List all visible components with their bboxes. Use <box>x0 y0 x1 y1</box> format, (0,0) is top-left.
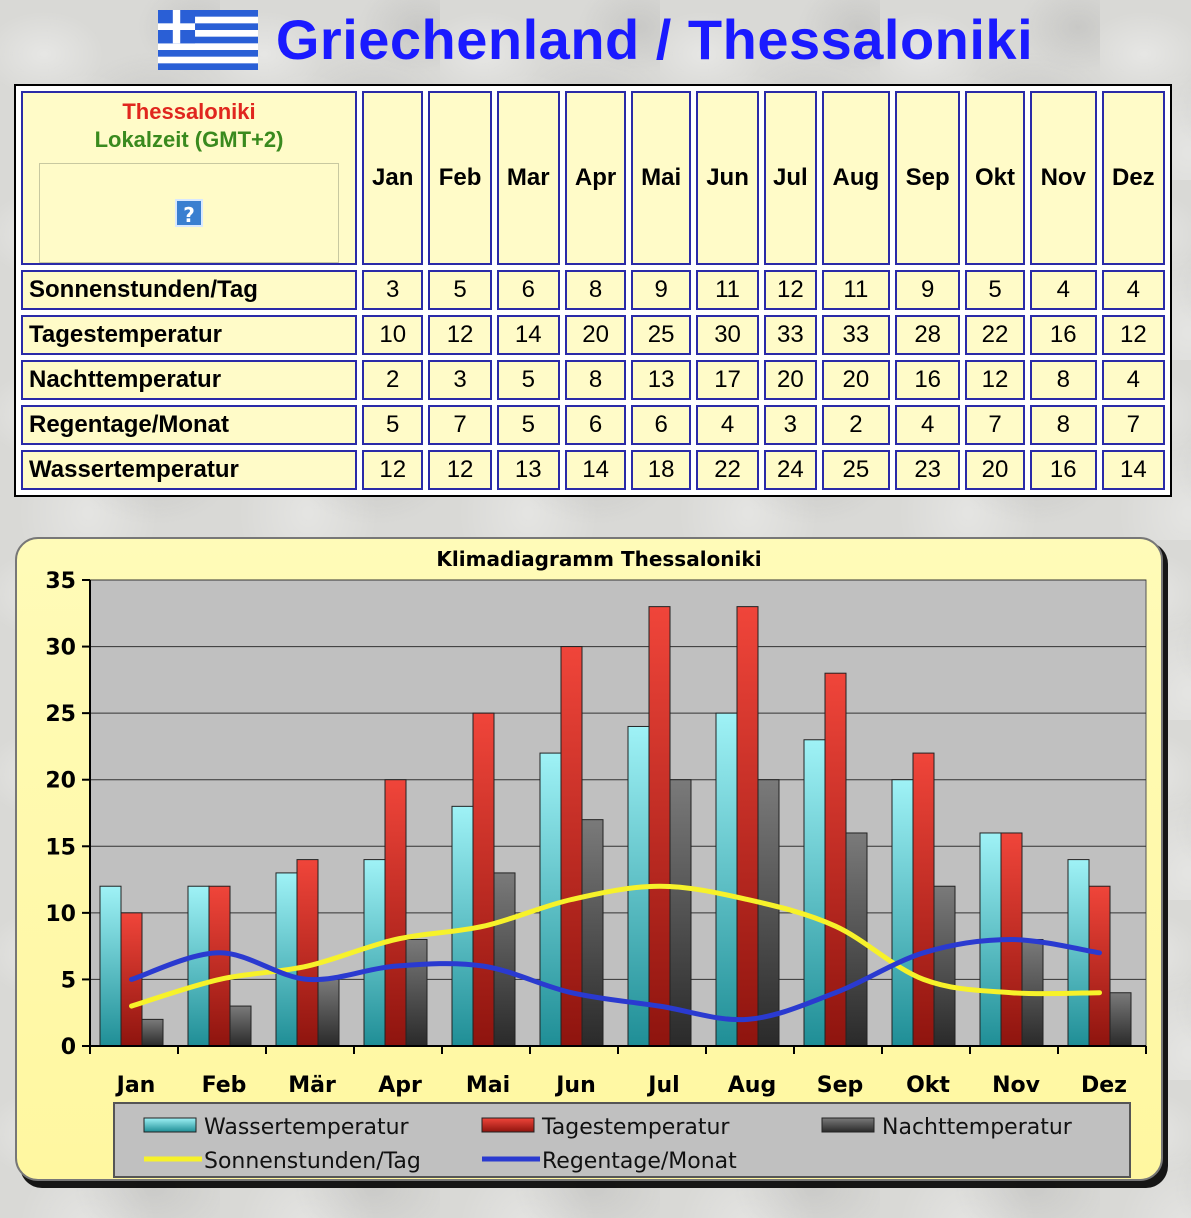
month-header: Mai <box>631 91 691 265</box>
table-row <box>21 360 1165 400</box>
x-tick-label: Sep <box>816 1073 864 1098</box>
x-tick-label: Apr <box>378 1073 422 1098</box>
x-tick-label: Aug <box>727 1073 777 1098</box>
table-cell: 22 <box>696 450 759 490</box>
y-tick-label: 20 <box>45 768 76 794</box>
chart-title: Klimadiagramm Thessaloniki <box>436 547 762 571</box>
month-header: Jul <box>764 91 816 265</box>
y-tick-label: 25 <box>45 702 76 728</box>
question-mark-icon[interactable]: ? <box>175 199 203 227</box>
table-cell: 20 <box>764 360 816 400</box>
row-label: Sonnenstunden/Tag <box>21 270 357 310</box>
legend-label: Sonnenstunden/Tag <box>204 1149 421 1174</box>
table-cell: 33 <box>822 315 891 355</box>
legend-swatch <box>482 1118 534 1132</box>
table-cell: 25 <box>822 450 891 490</box>
bar-tagestemperatur <box>473 713 494 1046</box>
month-header: Feb <box>428 91 491 265</box>
table-cell: 20 <box>965 450 1025 490</box>
month-header: Nov <box>1030 91 1097 265</box>
y-tick-label: 30 <box>45 635 76 661</box>
local-time-label: Lokalzeit (GMT+2) <box>94 127 284 152</box>
legend-label: Tagestemperatur <box>542 1115 730 1140</box>
table-cell: 10 <box>362 315 423 355</box>
table-cell: 12 <box>362 450 423 490</box>
climate-chart <box>14 536 1174 1196</box>
x-tick-label: Mär <box>288 1073 336 1098</box>
chart-svg <box>14 536 1174 1196</box>
table-cell: 9 <box>631 270 691 310</box>
table-cell: 12 <box>764 270 816 310</box>
table-cell: 16 <box>1030 315 1097 355</box>
table-cell: 17 <box>696 360 759 400</box>
month-header: Okt <box>965 91 1025 265</box>
bar-nachttemperatur <box>318 979 339 1046</box>
table-cell: 24 <box>764 450 816 490</box>
table-cell: 20 <box>565 315 626 355</box>
table-cell: 18 <box>631 450 691 490</box>
bar-tagestemperatur <box>1089 886 1110 1046</box>
row-label: Tagestemperatur <box>21 315 357 355</box>
x-tick-label: Nov <box>992 1073 1040 1098</box>
bar-wassertemperatur <box>188 886 209 1046</box>
table-cell: 3 <box>362 270 423 310</box>
bar-tagestemperatur <box>649 607 670 1046</box>
table-row <box>21 270 1165 310</box>
y-tick-label: 10 <box>45 901 76 927</box>
page-header <box>0 0 1191 80</box>
month-header: Mar <box>497 91 560 265</box>
table-cell: 11 <box>822 270 891 310</box>
table-row <box>21 450 1165 490</box>
table-cell: 12 <box>1102 315 1165 355</box>
month-header: Sep <box>895 91 960 265</box>
x-tick-label: Jan <box>116 1073 156 1098</box>
x-tick-label: Mai <box>465 1073 511 1098</box>
bar-wassertemperatur <box>1068 860 1089 1046</box>
table-cell: 4 <box>696 405 759 445</box>
bar-wassertemperatur <box>540 753 561 1046</box>
table-cell: 12 <box>965 360 1025 400</box>
table-cell: 13 <box>631 360 691 400</box>
table-cell: 8 <box>565 360 626 400</box>
legend-swatch <box>822 1118 874 1132</box>
table-cell: 4 <box>1102 360 1165 400</box>
month-header: Jan <box>362 91 423 265</box>
table-cell: 14 <box>565 450 626 490</box>
table-cell: 8 <box>1030 405 1097 445</box>
table-cell: 6 <box>631 405 691 445</box>
table-cell: 7 <box>965 405 1025 445</box>
bar-tagestemperatur <box>209 886 230 1046</box>
bar-tagestemperatur <box>561 647 582 1046</box>
table-cell: 4 <box>895 405 960 445</box>
table-cell: 4 <box>1030 270 1097 310</box>
y-tick-label: 5 <box>60 968 76 994</box>
table-cell: 9 <box>895 270 960 310</box>
row-label: Regentage/Monat <box>21 405 357 445</box>
x-tick-label: Okt <box>906 1073 950 1098</box>
month-header: Apr <box>565 91 626 265</box>
bar-nachttemperatur <box>582 820 603 1046</box>
bar-nachttemperatur <box>758 780 779 1046</box>
month-header: Dez <box>1102 91 1165 265</box>
x-tick-label: Jun <box>556 1073 596 1098</box>
table-cell: 3 <box>428 360 491 400</box>
bar-wassertemperatur <box>892 780 913 1046</box>
bar-nachttemperatur <box>230 1006 251 1046</box>
table-cell: 8 <box>1030 360 1097 400</box>
table-cell: 28 <box>895 315 960 355</box>
y-tick-label: 0 <box>60 1035 76 1060</box>
clock-widget <box>39 163 339 263</box>
bar-wassertemperatur <box>452 806 473 1046</box>
table-cell: 2 <box>822 405 891 445</box>
x-tick-label: Dez <box>1081 1073 1127 1098</box>
bar-nachttemperatur <box>934 886 955 1046</box>
month-header: Jun <box>696 91 759 265</box>
table-cell: 3 <box>764 405 816 445</box>
page-title: Griechenland / Thessaloniki <box>275 8 1034 71</box>
table-cell: 6 <box>497 270 560 310</box>
y-tick-label: 35 <box>45 569 76 594</box>
y-tick-label: 15 <box>45 835 76 861</box>
table-cell: 6 <box>565 405 626 445</box>
table-cell: 16 <box>1030 450 1097 490</box>
table-cell: 30 <box>696 315 759 355</box>
table-cell: 7 <box>1102 405 1165 445</box>
month-header: Aug <box>822 91 891 265</box>
bar-tagestemperatur <box>737 607 758 1046</box>
bar-wassertemperatur <box>100 886 121 1046</box>
bar-wassertemperatur <box>364 860 385 1046</box>
city-cell <box>21 91 357 265</box>
table-cell: 5 <box>362 405 423 445</box>
table-cell: 12 <box>428 450 491 490</box>
bar-nachttemperatur <box>142 1019 163 1046</box>
legend-swatch <box>144 1118 196 1132</box>
legend-label: Wassertemperatur <box>204 1115 409 1140</box>
row-label: Wassertemperatur <box>21 450 357 490</box>
table-cell: 33 <box>764 315 816 355</box>
row-label: Nachttemperatur <box>21 360 357 400</box>
table-cell: 14 <box>497 315 560 355</box>
table-cell: 5 <box>497 405 560 445</box>
table-cell: 22 <box>965 315 1025 355</box>
table-cell: 12 <box>428 315 491 355</box>
table-row <box>21 315 1165 355</box>
table-header-row <box>21 91 1165 265</box>
bar-wassertemperatur <box>276 873 297 1046</box>
table-cell: 13 <box>497 450 560 490</box>
table-cell: 14 <box>1102 450 1165 490</box>
table-cell: 5 <box>497 360 560 400</box>
bar-tagestemperatur <box>385 780 406 1046</box>
table-cell: 16 <box>895 360 960 400</box>
climate-table <box>14 84 1172 497</box>
table-cell: 20 <box>822 360 891 400</box>
bar-tagestemperatur <box>913 753 934 1046</box>
city-name: Thessaloniki <box>122 99 256 124</box>
greece-flag-icon <box>158 10 258 70</box>
table-cell: 7 <box>428 405 491 445</box>
bar-nachttemperatur <box>406 939 427 1046</box>
table-cell: 8 <box>565 270 626 310</box>
table-cell: 2 <box>362 360 423 400</box>
bar-tagestemperatur <box>297 860 318 1046</box>
bar-nachttemperatur <box>1110 993 1131 1046</box>
x-tick-label: Feb <box>201 1073 247 1098</box>
table-cell: 5 <box>965 270 1025 310</box>
legend-label: Regentage/Monat <box>542 1149 737 1174</box>
table-cell: 5 <box>428 270 491 310</box>
bar-wassertemperatur <box>716 713 737 1046</box>
x-tick-label: Jul <box>648 1073 680 1098</box>
table-row <box>21 405 1165 445</box>
table-cell: 4 <box>1102 270 1165 310</box>
table-cell: 23 <box>895 450 960 490</box>
bar-nachttemperatur <box>494 873 515 1046</box>
table-cell: 25 <box>631 315 691 355</box>
table-cell: 11 <box>696 270 759 310</box>
legend-label: Nachttemperatur <box>882 1115 1072 1140</box>
